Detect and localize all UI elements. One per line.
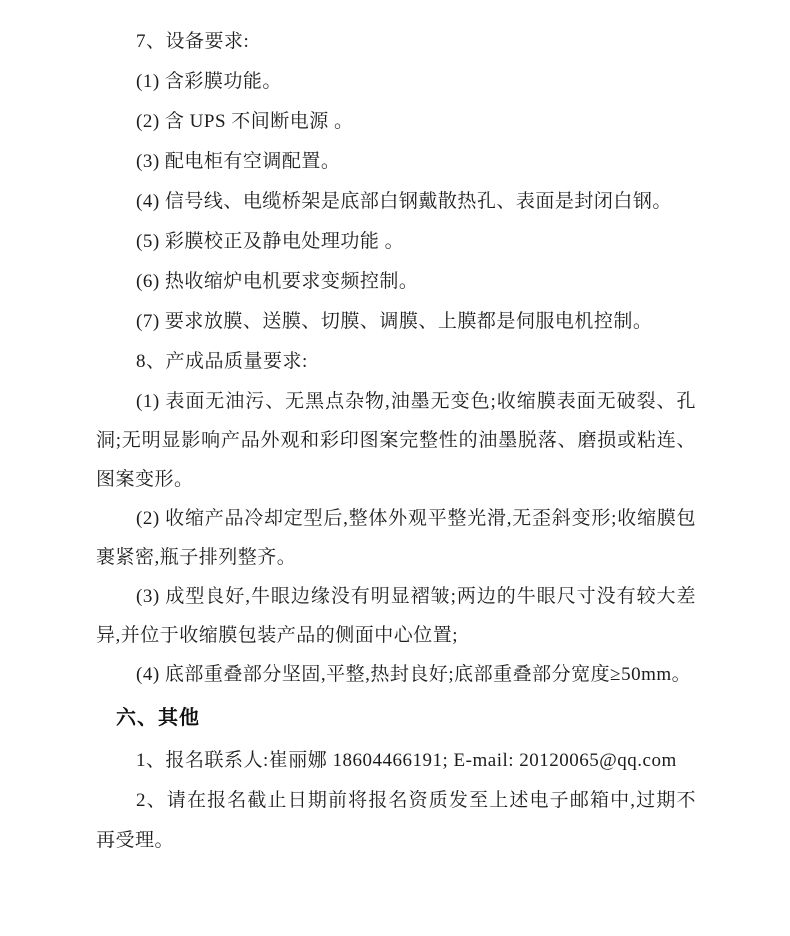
other-item-contact: 1、报名联系人:崔丽娜 18604466191; E-mail: 20120065@qq.com (136, 750, 677, 771)
equipment-section-title: 7、设备要求: (136, 31, 250, 52)
other-section-heading: 六、其他 (116, 707, 200, 729)
quality-section-title: 8、产成品质量要求: (136, 351, 308, 372)
equipment-item-2: (2) 含 UPS 不间断电源 。 (136, 111, 354, 132)
other-item-deadline: 2、请在报名截止日期前将报名资质发至上述电子邮箱中,过期不再受理。 (96, 790, 696, 851)
quality-item-2: (2) 收缩产品冷却定型后,整体外观平整光滑,无歪斜变形;收缩膜包裹紧密,瓶子排列整齐。 (96, 508, 696, 568)
quality-item-1: (1) 表面无油污、无黑点杂物,油墨无变色;收缩膜表面无破裂、孔洞;无明显影响产品外观和彩印图案完整性的油墨脱落、磨损或粘连、图案变形。 (96, 391, 696, 490)
equipment-item-4: (4) 信号线、电缆桥架是底部白钢戴散热孔、表面是封闭白钢。 (136, 191, 672, 212)
equipment-item-3: (3) 配电柜有空调配置。 (136, 151, 341, 172)
equipment-item-5: (5) 彩膜校正及静电处理功能 。 (136, 231, 405, 252)
equipment-item-1: (1) 含彩膜功能。 (136, 71, 282, 92)
quality-item-3: (3) 成型良好,牛眼边缘没有明显褶皱;两边的牛眼尺寸没有较大差异,并位于收缩膜包装产品的侧面中心位置; (96, 586, 696, 646)
equipment-item-7: (7) 要求放膜、送膜、切膜、调膜、上膜都是伺服电机控制。 (136, 311, 653, 332)
quality-item-4: (4) 底部重叠部分坚固,平整,热封良好;底部重叠部分宽度≥50mm。 (136, 664, 692, 685)
equipment-item-6: (6) 热收缩炉电机要求变频控制。 (136, 271, 419, 292)
